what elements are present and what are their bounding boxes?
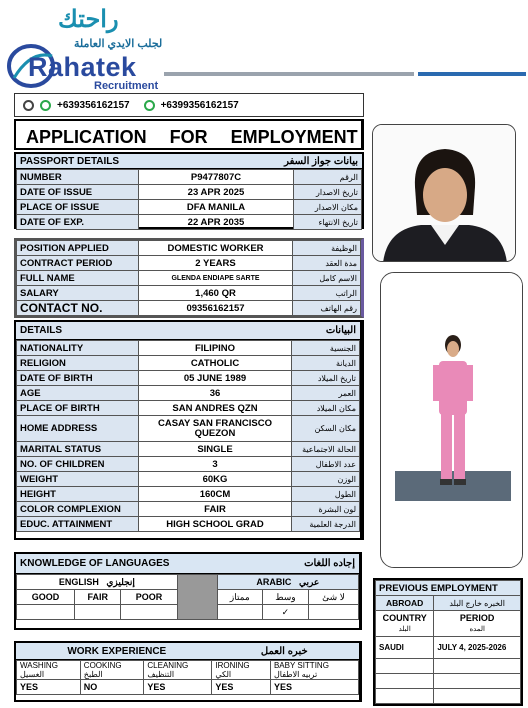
table-row (17, 341, 360, 356)
table-row (17, 301, 361, 316)
table-cell: عدد الاطفال (292, 457, 360, 472)
prev-country-value: SAUDI (376, 637, 434, 659)
table-cell (376, 674, 434, 689)
table-row (17, 170, 362, 185)
table-cell: P9477807C (139, 170, 294, 185)
table-cell: SAN ANDRES QZN (139, 401, 292, 416)
portrait-image (373, 125, 516, 262)
table-cell: CASAY SAN FRANCISCO QUEZON (139, 416, 292, 442)
position-section (14, 238, 364, 318)
table-cell: FULL NAME (17, 271, 139, 286)
table-cell: 23 APR 2025 (139, 185, 294, 200)
table-cell: HIGH SCHOOL GRAD (139, 517, 292, 532)
table-cell: FAIR (139, 502, 292, 517)
whatsapp-icon (144, 100, 155, 111)
table-cell: الطول (292, 487, 360, 502)
logo-arabic-sub: لجلب الايدي العاملة (74, 38, 163, 50)
table-row (17, 215, 362, 230)
table-cell: PLACE OF BIRTH (17, 401, 139, 416)
table-cell: تاريخ الاصدار (294, 185, 362, 200)
table-row (17, 200, 362, 215)
table-row (17, 356, 360, 371)
table-cell: GLENDA ENDIAPE SARTE (139, 271, 293, 286)
previous-employment-section (373, 578, 523, 706)
logo-name: Rahatek (28, 52, 137, 82)
table-cell: FILIPINO (139, 341, 292, 356)
table-cell: DATE OF EXP. (17, 215, 139, 230)
table-cell: مكان السكن (292, 416, 360, 442)
whatsapp-icon (23, 100, 34, 111)
table-cell: COUNTRY البلد (376, 611, 434, 637)
phone-bar (14, 93, 364, 117)
table-cell: SINGLE (139, 442, 292, 457)
table-row (17, 517, 360, 532)
table-row (17, 416, 360, 442)
table-cell (217, 605, 262, 620)
table-cell: الوظيفة (293, 241, 361, 256)
table-cell: NATIONALITY (17, 341, 139, 356)
table-row (17, 442, 360, 457)
table-cell: 36 (139, 386, 292, 401)
table-cell: CLEANING التنظيف (144, 661, 212, 680)
table-cell: YES (17, 680, 81, 695)
table-cell: FAIR (75, 590, 121, 605)
phone-1: +639356162157 (57, 99, 130, 111)
table-cell: BABY SITTING تربيه الاطفال (270, 661, 358, 680)
table-row (17, 256, 361, 271)
passport-section (14, 152, 364, 229)
table-cell: 05 JUNE 1989 (139, 371, 292, 386)
previous-header: PREVIOUS EMPLOYMENT (376, 581, 521, 596)
header-stripe-blue (418, 72, 526, 76)
table-row (17, 286, 361, 301)
table-cell: YES (270, 680, 358, 695)
arabic-level-check: ✓ (262, 605, 308, 620)
table-cell: لا شئ (309, 590, 359, 605)
table-cell (309, 605, 359, 620)
prev-period-value: JULY 4, 2025-2026 (434, 637, 521, 659)
table-cell: WASHING الغسيل (17, 661, 81, 680)
applicant-portrait-photo (372, 124, 516, 262)
table-cell: الحالة الاجتماعية (292, 442, 360, 457)
table-cell: WEIGHT (17, 472, 139, 487)
fullbody-image (381, 273, 523, 568)
table-cell: رقم الهاتف (293, 301, 361, 316)
table-row (17, 371, 360, 386)
passport-header: PASSPORT DETAILS بيانات جواز السفر (16, 154, 362, 169)
table-cell (17, 605, 75, 620)
table-cell: CONTACT NO. (17, 301, 139, 316)
table-cell: الديانة (292, 356, 360, 371)
table-cell: الجنسية (292, 341, 360, 356)
table-cell: MARITAL STATUS (17, 442, 139, 457)
table-row (17, 401, 360, 416)
table-cell: 22 APR 2035 (139, 215, 294, 230)
table-cell: HOME ADDRESS (17, 416, 139, 442)
table-cell: 60KG (139, 472, 292, 487)
logo-arabic: راحتك (58, 4, 119, 33)
table-cell: HEIGHT (17, 487, 139, 502)
languages-header: KNOWLEDGE OF LANGUAGES إجاده اللغات (16, 554, 359, 574)
table-cell (434, 674, 521, 689)
table-cell: GOOD (17, 590, 75, 605)
phone-2: +6399356162157 (160, 99, 239, 111)
table-cell: DFA MANILA (139, 200, 294, 215)
table-cell: CATHOLIC (139, 356, 292, 371)
table-cell: YES (144, 680, 212, 695)
applicant-fullbody-photo (380, 272, 523, 568)
table-cell: ممتاز (217, 590, 262, 605)
table-cell (434, 659, 521, 674)
table-cell: AGE (17, 386, 139, 401)
table-cell: IRONING الكي (212, 661, 271, 680)
table-cell (434, 689, 521, 704)
table-row (17, 386, 360, 401)
table-cell: 09356162157 (139, 301, 293, 316)
table-row (17, 502, 360, 517)
table-cell: PERIOD المده (434, 611, 521, 637)
table-row (17, 241, 361, 256)
table-cell: العمر (292, 386, 360, 401)
table-cell: PLACE OF ISSUE (17, 200, 139, 215)
whatsapp-icon (40, 100, 51, 111)
table-cell: ENGLISH إنجليزي (17, 575, 178, 590)
table-cell: NO (80, 680, 144, 695)
table-cell: EDUC. ATTAINMENT (17, 517, 139, 532)
table-cell: NO. OF CHILDREN (17, 457, 139, 472)
table-row (17, 472, 360, 487)
table-cell (177, 575, 217, 620)
languages-section (14, 552, 362, 630)
logo-sub: Recruitment (94, 80, 159, 92)
table-cell: تاريخ الانتهاء (294, 215, 362, 230)
table-cell: مدة العقد (293, 256, 361, 271)
table-cell: POOR (121, 590, 177, 605)
table-cell: تاريخ الميلاد (292, 371, 360, 386)
table-cell: 1,460 QR (139, 286, 293, 301)
table-cell: 2 YEARS (139, 256, 293, 271)
table-cell: ARABIC عربي (217, 575, 358, 590)
table-cell: CONTRACT PERIOD (17, 256, 139, 271)
table-cell: YES (212, 680, 271, 695)
table-cell: NUMBER (17, 170, 139, 185)
table-cell: SALARY (17, 286, 139, 301)
work-header: WORK EXPERIENCE خبره العمل (16, 643, 359, 660)
table-cell: DOMESTIC WORKER (139, 241, 293, 256)
table-cell: RELIGION (17, 356, 139, 371)
table-cell: الاسم كامل (293, 271, 361, 286)
work-experience-section (14, 641, 362, 702)
table-cell: COLOR COMPLEXION (17, 502, 139, 517)
details-header: DETAILS البيانات (16, 322, 360, 340)
table-cell: DATE OF BIRTH (17, 371, 139, 386)
table-cell: ABROAD (376, 596, 434, 611)
table-cell: COOKING الطبخ (80, 661, 144, 680)
table-row (17, 271, 361, 286)
table-cell (121, 605, 177, 620)
table-cell (376, 659, 434, 674)
table-cell: 3 (139, 457, 292, 472)
table-cell: وسط (262, 590, 308, 605)
table-cell: 160CM (139, 487, 292, 502)
table-cell: الخبره خارج البلد (434, 596, 521, 611)
table-cell: مكان الميلاد (292, 401, 360, 416)
table-row (17, 457, 360, 472)
table-cell: الوزن (292, 472, 360, 487)
table-cell: POSITION APPLIED (17, 241, 139, 256)
header-stripe-grey (164, 72, 414, 76)
table-cell: الدرجة العلمية (292, 517, 360, 532)
table-cell: لون البشرة (292, 502, 360, 517)
table-row (17, 487, 360, 502)
table-cell: الراتب (293, 286, 361, 301)
table-cell: الرقم (294, 170, 362, 185)
table-cell (376, 689, 434, 704)
table-cell: مكان الاصدار (294, 200, 362, 215)
table-row (17, 185, 362, 200)
table-cell: DATE OF ISSUE (17, 185, 139, 200)
details-section (14, 320, 364, 540)
table-cell (75, 605, 121, 620)
page-title: APPLICATION FOR EMPLOYMENT (14, 119, 364, 150)
